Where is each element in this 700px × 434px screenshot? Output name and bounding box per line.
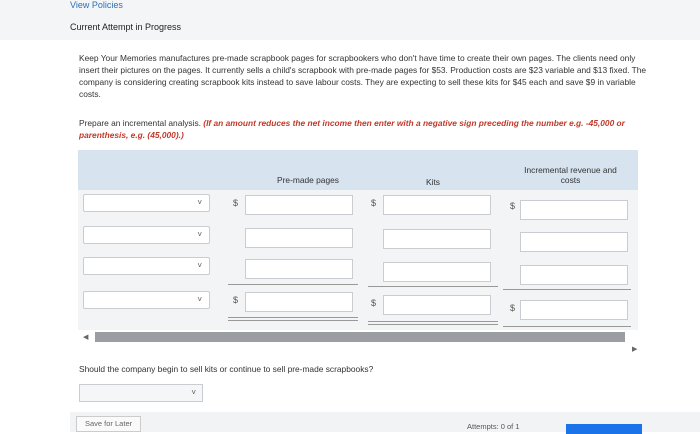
row1-item-select[interactable] [83,194,210,212]
header-premade-pages: Pre-made pages [277,175,339,185]
scroll-left-icon[interactable]: ◀ [83,334,89,341]
subtotal-line [503,289,631,290]
total-line [368,321,498,322]
header-kits: Kits [426,177,440,187]
total-line [503,326,631,327]
incremental-analysis-table [78,150,638,330]
total-line [228,320,358,321]
row3-incremental-input[interactable] [520,265,628,285]
scroll-right-icon[interactable]: ▶ [632,346,638,353]
instructions-text: Prepare an incremental analysis. [79,118,201,128]
question-text: Should the company begin to sell kits or continue to sell pre-made scrapbooks? [79,364,374,374]
problem-statement: Keep Your Memories manufactures pre-made scrapbook pages for scrapbookers who don't have time to create their own pages. The clients need only insert their pictures on the pages. It currently sells a child's scrapbook with pre-made pages for $53. Production costs are $23 variable and $13 fixed. The company is considering creating scrapbook kits instead to save labour costs. They are expecting to sell these kits for $45 each and save $9 in variable costs. [79,53,647,99]
row1-premade-input[interactable] [245,195,353,215]
save-for-later-button[interactable]: Save for Later [76,416,141,432]
currency-symbol: $ [233,198,239,208]
subtotal-line [368,286,498,287]
submit-button[interactable] [566,424,642,434]
currency-symbol: $ [371,298,377,308]
answer-select[interactable] [79,384,203,402]
attempts-counter: Attempts: 0 of 1 [467,422,520,431]
total-line [228,317,358,318]
row2-kits-input[interactable] [383,229,491,249]
row4-item-select[interactable] [83,291,210,309]
chevron-down-icon: ˅ [197,261,202,270]
chevron-down-icon: ˅ [191,388,196,397]
subtotal-line [228,284,358,285]
horizontal-scrollbar[interactable] [95,332,625,342]
row1-incremental-input[interactable] [520,200,628,220]
row3-item-select[interactable] [83,257,210,275]
instructions-hint: (If an amount reduces the net income then enter with a negative sign preceding the number e.g. -45,000 or parenthesis, e.g. (45,000).) [79,118,625,140]
table-header [78,150,638,190]
total-line [368,324,498,325]
row2-premade-input[interactable] [245,228,353,248]
row3-kits-input[interactable] [383,262,491,282]
chevron-down-icon: ˅ [197,198,202,207]
view-policies-link[interactable]: View Policies [70,0,123,10]
currency-symbol: $ [510,201,516,211]
row2-incremental-input[interactable] [520,232,628,252]
row3-premade-input[interactable] [245,259,353,279]
currency-symbol: $ [510,303,516,313]
attempt-title: Current Attempt in Progress [70,22,182,32]
row4-premade-input[interactable] [245,292,353,312]
currency-symbol: $ [371,198,377,208]
instructions [79,117,649,141]
row4-kits-input[interactable] [383,295,491,315]
chevron-down-icon: ˅ [197,295,202,304]
row1-kits-input[interactable] [383,195,491,215]
row4-incremental-input[interactable] [520,300,628,320]
row2-item-select[interactable] [83,226,210,244]
currency-symbol: $ [233,295,239,305]
chevron-down-icon: ˅ [197,230,202,239]
header-incremental: Incremental revenue and costs [524,165,617,185]
